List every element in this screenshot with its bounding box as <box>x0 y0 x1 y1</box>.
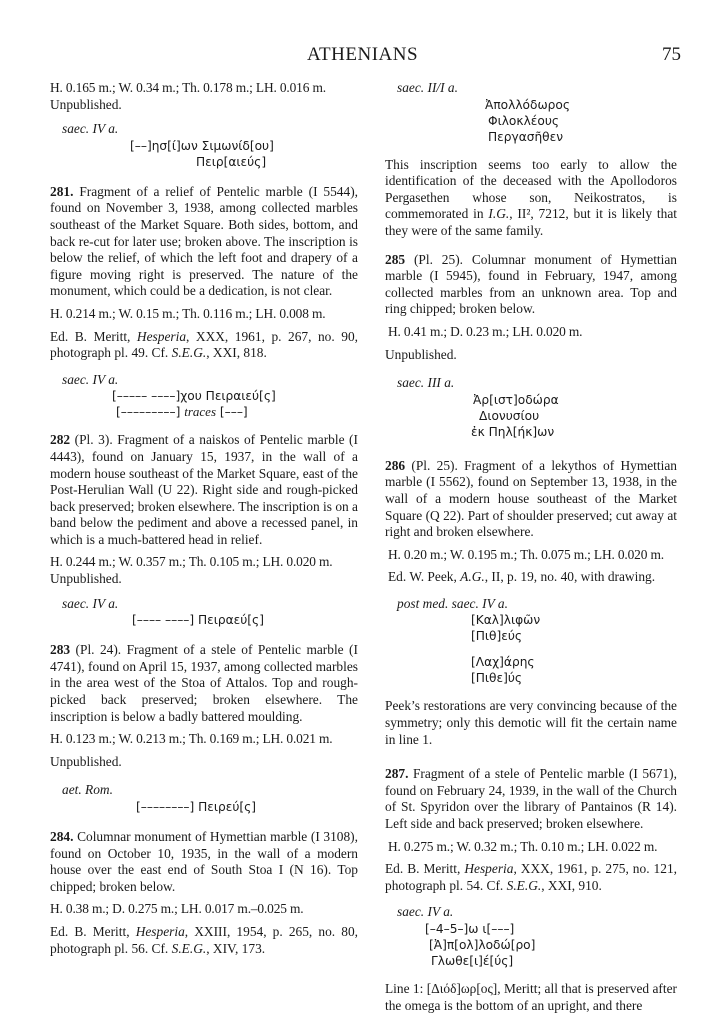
entry-number: 286 <box>385 457 406 473</box>
left-column <box>50 80 358 957</box>
greek-line: [––––––––] Πειρεύ[ς] <box>136 800 257 814</box>
greek-line: Ἀπολλόδωρος <box>485 97 571 112</box>
entry-number: 284. <box>50 829 74 844</box>
commentary: Peek’s restorations are very convincing because of the symmetry; only this demotic will fit the certain name in line 1. <box>385 698 677 747</box>
greek-line: [–––– ––––] Πειραεύ[ς] <box>132 613 264 628</box>
greek-line: [––––– ––––]χου Πειραιεύ[ς] <box>112 389 276 404</box>
entry-number: 287. <box>385 766 409 782</box>
date-label: saec. II/I a. <box>397 80 458 95</box>
date-label: saec. IV a. <box>62 121 119 137</box>
entry-description: Fragment of a relief of Pentelic marble (I 5544), found on November 3, 1938, among collected marbles southeast of the Market Square. Both sides, bottom, and back re-cut for later use; broken above. The inscription is below the relief, of which the left foot and drapery of a figure moving right is preserved. The nature of the monument, which could be a dedication, is not clear. <box>50 183 358 299</box>
date-label: saec. IV a. <box>62 595 119 611</box>
entry-283 <box>50 642 358 725</box>
date-label: saec. IV a. <box>62 371 119 387</box>
publication-status: Unpublished. <box>50 96 122 112</box>
entry-description: (Pl. 3). Fragment of a naiskos of Pentelic marble (I 4443), found on January 15, 1937, in the wall of a modern house southeast of the Market Square, east of the Post-Herulian Wall (U 22). Right side and rough-picked back preserved; broken elsewhere. The inscription is on a band below the pediment and above a recessed panel, in which is a much-battered head in relief. <box>50 432 359 547</box>
entry-description: (Pl. 25). Columnar monument of Hymettian marble (I 5945), found in February, 1947, among collected marbles from an unknown area. Top and ring chipped; broken below. <box>385 251 677 317</box>
page-header <box>0 44 725 68</box>
page-number: 75 <box>662 44 681 65</box>
publication-status: Unpublished. <box>50 753 122 769</box>
entry-287 <box>385 766 677 832</box>
entry-number: 283 <box>50 642 71 658</box>
greek-line: Διονυσίου <box>479 408 540 423</box>
greek-line: Ἀρ[ιστ]οδώρα <box>473 392 559 407</box>
greek-line: [–4–5–]ω ι[–––] <box>425 922 515 936</box>
edition-note: Ed. W. Peek, A.G., II, p. 19, no. 40, with drawing. <box>388 569 656 585</box>
running-title: ATHENIANS <box>306 44 419 65</box>
greek-line: [Λαχ]άρης <box>471 655 535 670</box>
date-label: post med. saec. IV a. <box>397 595 508 611</box>
entry-number: 285 <box>385 251 406 267</box>
greek-line: Περγασῆθεν <box>488 129 564 144</box>
entry-description: Columnar monument of Hymettian marble (I 3108), found on October 10, 1935, in the wall of a modern house over the east end of South Stoa I (N 16). Top chipped; broken below. <box>50 829 358 894</box>
publication-status: Unpublished. <box>50 571 122 587</box>
edition-note: Ed. B. Meritt, Hesperia, XXIII, 1954, p. 265, no. 80, photograph pl. 56. Cf. S.E.G., XIV, 173. <box>50 923 358 956</box>
entry-281 <box>50 184 358 300</box>
edition-note: Ed. B. Meritt, Hesperia, XXX, 1961, p. 267, no. 90, photograph pl. 49. Cf. S.E.G., XXI, 818. <box>50 328 358 361</box>
greek-line: [––]ησ[ί]ων Σιμωνίδ[ου] <box>130 138 274 153</box>
edition-note: Ed. B. Meritt, Hesperia, XXX, 1961, p. 275, no. 121, photograph pl. 54. Cf. S.E.G., XXI, 910. <box>385 861 677 893</box>
publication-status: Unpublished. <box>385 346 457 362</box>
measurements: H. 0.275 m.; W. 0.32 m.; Th. 0.10 m.; LH. 0.022 m. <box>388 838 658 854</box>
entry-description: (Pl. 24). Fragment of a stele of Pentelic marble (I 4741), found on April 15, 1937, among collected marbles in the area west of the Stoa of Attalos. Top and rough-picked back preserved; broken elsewhere. The inscription is below a badly battered moulding. <box>50 642 358 724</box>
right-column <box>385 80 677 1014</box>
greek-line: ἐκ Πηλ[ήκ]ων <box>471 424 555 439</box>
measurements: H. 0.41 m.; D. 0.23 m.; LH. 0.020 m. <box>388 323 583 339</box>
measurements: H. 0.123 m.; W. 0.213 m.; Th. 0.169 m.; LH. 0.021 m. <box>50 731 333 747</box>
greek-line: [Ἀ]π[ολ]λοδώ[ρο] <box>429 938 536 952</box>
date-label: aet. Rom. <box>62 782 113 798</box>
greek-line: [Καλ]λιφῶν <box>471 613 541 628</box>
measurements: H. 0.38 m.; D. 0.275 m.; LH. 0.017 m.–0.025 m. <box>50 901 304 917</box>
date-label: saec. III a. <box>397 375 455 391</box>
entry-number: 282 <box>50 432 71 448</box>
entry-285 <box>385 252 677 318</box>
entry-description: (Pl. 25). Fragment of a lekythos of Hymettian marble (I 5562), found on September 13, 1938, in the wall of a modern house southeast of the Market Square (Q 22). Part of shoulder preserved; cut away at right and broken elsewhere. <box>385 457 677 540</box>
greek-line: Γλωθε[ι]έ[ύς] <box>431 954 514 968</box>
measurements: H. 0.214 m.; W. 0.15 m.; Th. 0.116 m.; LH. 0.008 m. <box>50 305 326 321</box>
measurements: H. 0.20 m.; W. 0.195 m.; Th. 0.075 m.; LH. 0.020 m. <box>388 546 664 562</box>
entry-284 <box>50 829 358 895</box>
greek-line: [Πιθε]ύς <box>471 671 523 686</box>
entry-description: Fragment of a stele of Pentelic marble (I 5671), found on February 24, 1939, in the wall of the Church of St. Spyridon over the library of Pantainos (R 14). Left side and back preserved; broken elsewhere. <box>385 766 677 832</box>
commentary: This inscription seems too early to allow the identification of the deceased with the Apollodoros Pergasethen whose son, Neikostratos, is commemorated in I.G., II², 7212, but it is likely that they were of the same family. <box>385 156 677 238</box>
date-label: saec. IV a. <box>397 904 454 920</box>
entry-286 <box>385 458 677 541</box>
greek-line: [Πιθ]εύς <box>471 629 523 644</box>
entry-282 <box>50 432 358 548</box>
measurements: H. 0.165 m.; W. 0.34 m.; Th. 0.178 m.; LH. 0.016 m. <box>50 80 326 95</box>
entry-number: 281. <box>50 183 74 199</box>
greek-line: [–––––––––] traces [–––] <box>116 404 248 420</box>
greek-line: Φιλοκλέους <box>488 113 560 128</box>
greek-line: Πειρ[αιεύς] <box>196 154 267 169</box>
commentary: Line 1: [Διόδ]ωρ[ος], Meritt; all that is preserved after the omega is the bottom of an upright, and there <box>385 981 677 1013</box>
measurements: H. 0.244 m.; W. 0.357 m.; Th. 0.105 m.; LH. 0.020 m. <box>50 554 333 570</box>
